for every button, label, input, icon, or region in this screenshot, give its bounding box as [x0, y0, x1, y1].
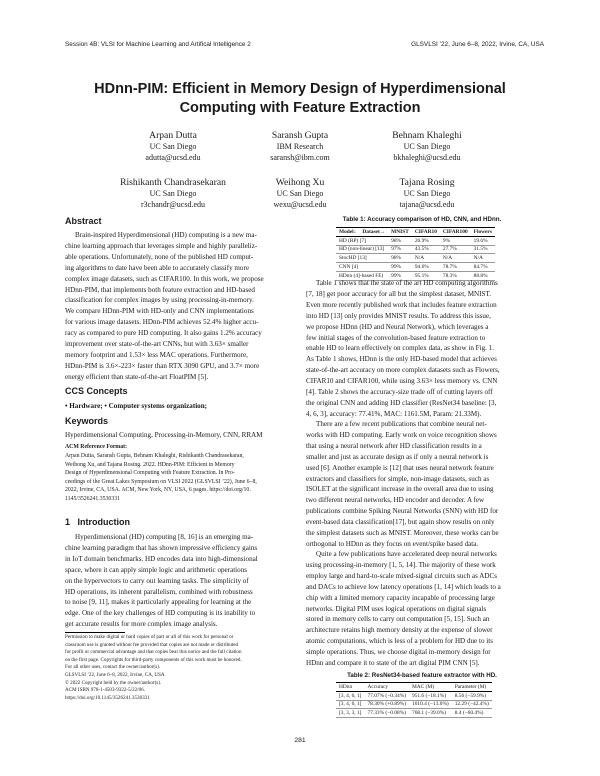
table2-header-cell: Parameter (M)	[452, 683, 492, 692]
table1-cell: 78.7%	[440, 263, 471, 272]
reference-format-heading: ACM Reference Format:	[65, 444, 128, 450]
table2-body	[336, 691, 492, 717]
paragraph-line: few initial stages of the convolution-based feature extraction to	[306, 333, 486, 342]
paragraph-line: There are a few recent publications that combine neural net-	[316, 420, 487, 428]
table2-header-cell: HDnn	[336, 683, 364, 692]
table2-cell: 8.4 (−60.4%)	[452, 709, 492, 718]
footnote-line: For all other uses, contact the owner/author(s).	[65, 664, 161, 671]
paper-title	[0, 80, 600, 118]
author-name: Tajana Rosing	[399, 177, 455, 188]
table1-cell: 95.1%	[412, 271, 440, 280]
keywords-line: Hyperdimensional Computing, Processing-in-Memory, CNN, RRAM	[65, 431, 263, 439]
paragraph-line: stored in memory cells to carry out computation [5, 15]. Such an	[306, 615, 490, 624]
reference-line: 1145/3526241.3530331	[65, 495, 121, 502]
footnote-line: © 2022 Copyright held by the owner/author(s).	[65, 679, 162, 686]
table1-cell: 27.7%	[440, 245, 471, 254]
abstract-line: energy efficient than state-of-the-art FloatPIM [5].	[65, 372, 209, 381]
running-header-right: GLSVLSI ’22, June 6–8, 2022, Irvine, CA, USA	[411, 41, 544, 48]
table2-row	[336, 700, 492, 709]
right-paragraph-3	[306, 549, 538, 669]
table2-cell: 78.30% (+0.89%)	[364, 700, 409, 709]
paragraph-line: ISOLET at the significant increase in the overall area due to using	[306, 485, 494, 494]
intro-line: space, where it can apply simple logic and arithmetic operations	[65, 565, 248, 574]
abstract-body	[65, 230, 297, 383]
table1-header-cell: Model↓	[336, 228, 359, 237]
abstract-line: ing algorithms to date have been able to accurately classify more	[65, 263, 249, 272]
ccs-heading: CCS Concepts	[65, 386, 128, 396]
table2-cell: 1010.4 (−13.0%)	[409, 700, 452, 709]
table1-header-cell: Flowers	[471, 228, 495, 237]
intro-line: HD operations, its inherent parallelism, combined with robustness	[65, 587, 253, 596]
table2-cell: 77.33% (−0.08%)	[364, 709, 409, 718]
paragraph-line: state-of-the-art accuracy on more complex datasets such as Flowers,	[306, 366, 500, 375]
abstract-line: HDnn-PIM, that implements both feature extraction and HD-based	[65, 285, 255, 294]
paragraph-line: the simplest datasets such as MNIST. Moreover, these works can be	[306, 529, 499, 538]
intro-line: on the hypervectors to carry out learning tasks. The simplicity of	[65, 576, 249, 585]
paragraph-line: CIFAR10 and CIFAR100, while using 3.63× less memory vs. CNN	[306, 377, 498, 386]
intro-line: get accurate results for more complex image analysis.	[65, 620, 218, 629]
paragraph-line: enable HD to learn effectively on complex data, as show in Fig. 1.	[306, 344, 494, 353]
table1-cell: 99%	[388, 263, 412, 272]
author-email[interactable]: bkhaleghi@ucsd.edu	[393, 153, 461, 162]
abstract-line: for various image datasets. HDnn-PIM achieves 52.4% higher accu-	[65, 318, 259, 327]
paragraph-line: 4, 6, 3], accuracy: 77.41%, MAC: 1161.5M, Param: 21.33M).	[306, 409, 482, 418]
paragraph-line: [7, 18] get poor accuracy for all but the simplest dataset, MNIST.	[306, 289, 492, 298]
paragraph-line: extractors and classifiers for simple, non-image datasets, such as	[306, 474, 490, 483]
author-affil: UC San Diego	[403, 142, 451, 151]
abstract-line: HDnn-PIM is 3.6×-223× faster than RTX 3090 GPU, and 3.7× more	[65, 361, 260, 370]
table2-cell: 768.1 (−39.0%)	[409, 709, 452, 718]
table1-cell: StocHD [13]	[336, 254, 388, 263]
abstract-line: We compare HDnn-PIM with HD-only and CNN implementations	[65, 307, 254, 316]
table1-cell: 26.9%	[412, 236, 440, 245]
author-name: Arpan Dutta	[149, 130, 197, 141]
author-6	[352, 177, 502, 210]
author-name: Behnam Khaleghi	[392, 130, 462, 141]
author-name: Saransh Gupta	[271, 130, 329, 141]
footnote-line: ACM ISBN 978-1-4503-9322-5/22/06.	[65, 687, 145, 694]
table2-cell: 77.07% (−0.34%)	[364, 691, 409, 700]
table1-cell: HDnn (4]-based FE)	[336, 271, 388, 280]
paragraph-line: and DACs to achieve low latency operations [1, 14] which leads to a	[306, 582, 501, 591]
paragraph-line: HDnn and compare it to state of the art digital PIM CNN [5].	[306, 659, 480, 668]
footnote-line: Permission to make digital or hard copies of part or all of this work for personal or	[65, 634, 234, 640]
abstract-line: complex image datasets, such as CIFAR100. In this work, we propose	[65, 274, 264, 283]
table1-row	[336, 263, 495, 272]
table2-header-cell: MAC (M)	[409, 683, 452, 692]
table1-header-cell: Dataset→	[359, 228, 388, 237]
footnote-line: GLSVLSI ’22, June 6–8, 2022, Irvine, CA, USA	[65, 671, 165, 678]
author-email[interactable]: r3chandr@ucsd.edu	[140, 200, 205, 209]
table2	[336, 682, 492, 718]
abstract-line: Brain-inspired Hyperdimensional (HD) computing is a new ma-	[75, 231, 257, 239]
table2-row	[336, 691, 492, 700]
intro-line: chine learning paradigm that has shown impressive efficiency gains	[65, 543, 258, 552]
intro-line: Hyperdimensional (HD) computing [8, 16] is an emerging ma-	[75, 533, 254, 541]
paragraph-line: we propose HDnn (HD and Neural Network), which leverages a	[306, 322, 489, 331]
abstract-line: memory footprint and 1.53× less MAC operations. Furthermore,	[65, 350, 248, 359]
footnote-line: classroom use is granted without fee provided that copies are not made or distributed	[65, 641, 238, 648]
paragraph-line: Quite a few publications have accelerated deep neural networks	[316, 550, 497, 558]
table2-wrapper	[336, 682, 492, 718]
author-3	[352, 130, 502, 163]
table2-cell: 8.56 (−59.9%)	[452, 691, 492, 700]
reference-line: Arpan Dutta, Saransh Gupta, Behnam Khaleghi, Rishikanth Chandrasekaran,	[65, 453, 244, 459]
table1-cell: 99%	[388, 271, 412, 280]
table1-header-cell: MNIST	[388, 228, 412, 237]
ccs-line: • Hardware; • Computer systems organization;	[65, 402, 208, 410]
paragraph-line: architecture retains high memory density at the expense of slower	[306, 626, 493, 635]
keywords-heading: Keywords	[65, 416, 109, 426]
paragraph-line: As Table 1 shows, HDnn is the only HD-based model that achieves	[306, 355, 497, 364]
reference-line: ceedings of the Great Lakes Symposium on VLSI 2022 (GLSVLSI ’22), June 6–8,	[65, 478, 257, 485]
paragraph-line: two different neural networks, HD encoder and decoder. A few	[306, 496, 485, 505]
abstract-line: classification for complex images by using processing-in-memory.	[65, 296, 254, 305]
intro-heading	[65, 517, 297, 527]
paragraph-line: simple operations. Thus, we choose digital in-memory design for	[306, 648, 491, 657]
intro-heading-number: 1	[65, 517, 71, 527]
footnote-rule	[65, 632, 125, 633]
table2-cell: 12.29 (−42.4%)	[452, 700, 492, 709]
author-affil: UC San Diego	[403, 189, 451, 198]
table1-caption: Table 1: Accuracy comparison of HD, CNN, and HDnn.	[342, 216, 502, 223]
paragraph-line: using processing-in-memory [1, 5, 14]. The majority of these work	[306, 560, 496, 569]
paragraph-line: atomic computations, which is less of a problem for HD due to its	[306, 637, 493, 646]
table1-row	[336, 245, 495, 254]
footnote-line: for profit or commercial advantage and that copies bear this notice and the full citation	[65, 649, 242, 656]
table1-cell: N/A	[412, 254, 440, 263]
footnote-line: https://doi.org/10.1145/3526241.3530331	[65, 694, 150, 701]
table1-header-cell: CIFAR10	[412, 228, 440, 237]
author-email[interactable]: adutta@ucsd.edu	[145, 153, 201, 162]
table1-body	[336, 236, 495, 280]
table1-cell: 97%	[388, 245, 412, 254]
paragraph-line: into HD [13] only provides MNIST results. To address this issue,	[306, 311, 491, 320]
author-email[interactable]: tajana@ucsd.edu	[399, 200, 455, 209]
paragraph-line: employ large and hard-to-scale mixed-signal circuits such as ADCs	[306, 571, 497, 580]
table1-header-row	[336, 228, 495, 237]
paragraph-line: chip with a limited memory capacity incapable of processing large	[306, 593, 495, 602]
author-email[interactable]: saransh@ibm.com	[270, 153, 330, 162]
paragraph-line: [4]. Table 2 shows the accuracy-size trade off of cutting layers off	[306, 388, 493, 397]
abstract-line: improvement over state-of-the-art CNNs, but with 3.63× smaller	[65, 340, 249, 349]
table2-row	[336, 709, 492, 718]
abstract-line: racy as compared to pure HD computing. It also gains 1.2% accuracy	[65, 329, 262, 338]
table1-cell: 78.3%	[440, 271, 471, 280]
paragraph-line: Even more recently published work that includes feature extraction	[306, 300, 497, 309]
title-line-2: Computing with Feature Extraction	[179, 100, 421, 116]
table1-cell: 9%	[440, 236, 471, 245]
reference-line: 2022, Irvine, CA, USA. ACM, New York, NY, USA, 6 pages. https://doi.org/10.	[65, 487, 251, 493]
paragraph-line: that using a neural network after HD classification results in a	[306, 441, 482, 450]
author-affil: UC San Diego	[149, 189, 197, 198]
intro-heading-text: Introduction	[77, 517, 131, 527]
paragraph-line: orthogonal to HDnn as they focus on event/spike based data.	[306, 539, 479, 548]
paragraph-line: works with HD computing. Early work on voice recognition shows	[306, 430, 497, 439]
reference-format-body	[65, 452, 297, 503]
table1-wrapper	[336, 227, 495, 281]
table1-cell: CNN [4]	[336, 263, 388, 272]
table1-cell: N/A	[440, 254, 471, 263]
table1-row	[336, 236, 495, 245]
table1-cell: 98%	[388, 236, 412, 245]
table2-header-cell: Accuracy	[364, 683, 409, 692]
intro-line: edge. One of the key challenges of HD computing is its inability to	[65, 609, 256, 618]
author-affil: IBM Research	[276, 142, 324, 151]
running-header-left: Session 4B: VLSI for Machine Learning and Artifical Intelligence 2	[65, 41, 251, 48]
paragraph-line: networks. Digital PIM uses logical operations on digital signals	[306, 604, 487, 613]
right-paragraph-1	[306, 278, 538, 420]
paragraph-line: event-based data classification[17], but again show results on only	[306, 518, 495, 527]
paragraph-line: smaller and just as accurate design as if only a neural network is	[306, 452, 489, 461]
table1-cell: 98%	[388, 254, 412, 263]
table1-cell: HD (RP) [7]	[336, 236, 388, 245]
table1-cell: HD (non-linear) [13]	[336, 245, 388, 254]
table1-cell: 43.5%	[412, 245, 440, 254]
right-paragraph-2	[306, 419, 538, 550]
author-name: Rishikanth Chandrasekaran	[120, 177, 226, 188]
table1-cell: 94.6%	[412, 263, 440, 272]
reference-line: Design of Hyperdimensional Computing with Feature Extraction. In Pro-	[65, 470, 235, 476]
table2-cell: [3, 4, 6, 1]	[336, 700, 364, 709]
paragraph-line: the original CNN and adding HD classifier (ResNet34 baseline: [3,	[306, 398, 497, 407]
intro-body	[65, 532, 297, 630]
table1-cell: N/A	[471, 254, 495, 263]
table1-row	[336, 254, 495, 263]
abstract-line: able operations. Unfortunately, none of the published HD comput-	[65, 252, 254, 261]
paragraph-line: publications combine Spiking Neural Networks (SNN) with HD for	[306, 507, 499, 516]
table2-caption: Table 2: ResNet34-based feature extractor with HD.	[347, 672, 497, 679]
table1	[336, 227, 495, 281]
intro-line: to noise [9, 11], makes it particularly appealing for learning at the	[65, 598, 252, 607]
table2-cell: 951.6 (−18.1%)	[409, 691, 452, 700]
table1-cell: 19.6%	[471, 236, 495, 245]
table1-cell: 31.5%	[471, 245, 495, 254]
table1-cell: 84.7%	[471, 263, 495, 272]
intro-line: in IoT domain benchmarks. HD encodes data into high-dimensional	[65, 554, 258, 563]
table2-cell: [3, 3, 3, 1]	[336, 709, 364, 718]
table1-header-cell: CIFAR100	[440, 228, 471, 237]
paragraph-line: used [6]. Another example is [12] that uses neural network feature	[306, 463, 494, 472]
table1-cell: 88.8%	[471, 271, 495, 280]
author-email[interactable]: wexu@ucsd.edu	[273, 200, 327, 209]
author-name: Weihong Xu	[275, 177, 325, 188]
abstract-line: chine learning approach that leverages simple and highly paralleliz-	[65, 241, 258, 250]
footnote-line: on the first page. Copyrights for third-party components of this work must be honored.	[65, 656, 242, 663]
abstract-heading: Abstract	[65, 216, 102, 226]
page-number: 281	[294, 737, 306, 744]
copyright-footnote	[65, 634, 297, 702]
table2-header-row	[336, 683, 492, 692]
table2-cell: [3, 4, 6, 1]	[336, 691, 364, 700]
title-line-1: HDnn-PIM: Efficient in Memory Design of Hyperdimensional	[94, 81, 506, 97]
reference-line: Weihong Xu, and Tajana Rosing. 2022. HDnn-PIM: Efficient in Memory	[65, 461, 235, 468]
author-affil: UC San Diego	[149, 142, 197, 151]
author-affil: UC San Diego	[276, 189, 324, 198]
paragraph-line: Table 1 shows that the state of the art HD computing algorithms	[316, 279, 498, 287]
